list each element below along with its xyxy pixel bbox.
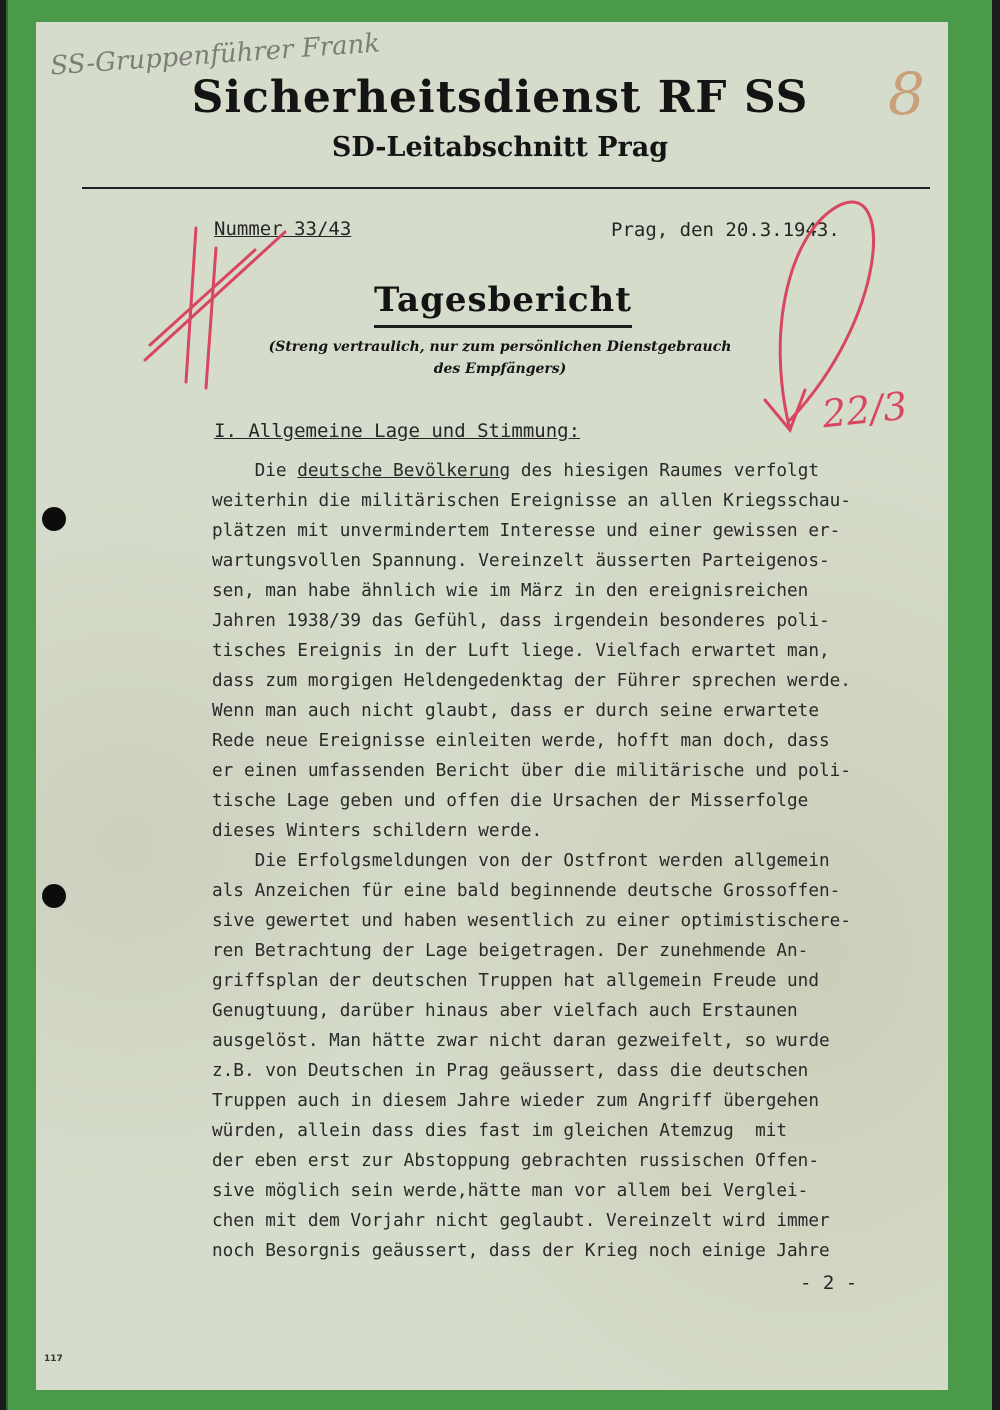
text-line: sive gewertet und haben wesentlich zu einer optimistischere- <box>212 911 851 931</box>
handwritten-page-number: 8 <box>888 60 925 128</box>
text-line: ausgelöst. Man hätte zwar nicht daran gezweifelt, so wurde <box>212 1031 830 1051</box>
letterhead-title: Sicherheitsdienst RF SS <box>191 72 809 123</box>
text-line: z.B. von Deutschen in Prag geäussert, dass die deutschen <box>212 1061 809 1081</box>
text-line: als Anzeichen für eine bald beginnende deutsche Grossoffen- <box>212 881 841 901</box>
text-line: tische Lage geben und offen die Ursachen der Misserfolge <box>212 791 809 811</box>
text-line: weiterhin die militärischen Ereignisse an allen Kriegsschau- <box>212 491 851 511</box>
text-line: ren Betrachtung der Lage beigetragen. Der zunehmende An- <box>212 941 809 961</box>
text-line: würden, allein dass dies fast im gleichen Atemzug mit <box>212 1121 788 1141</box>
text-line: chen mit dem Vorjahr nicht geglaubt. Vereinzelt wird immer <box>212 1211 830 1231</box>
handwritten-note-top-left: SS-Gruppenführer Frank <box>49 28 382 82</box>
text-line: Wenn man auch nicht glaubt, dass er durch seine erwartete <box>212 701 819 721</box>
text-segment: des hiesigen Raumes verfolgt <box>510 461 820 481</box>
text-line: sen, man habe ähnlich wie im März in den ereignisreichen <box>212 581 809 601</box>
text-line: dieses Winters schildern werde. <box>212 821 543 841</box>
text-line: plätzen mit unvermindertem Interesse und einer gewissen er- <box>212 521 841 541</box>
text-line: noch Besorgnis geäussert, dass der Krieg noch einige Jahre <box>212 1241 830 1261</box>
text-line: Truppen auch in diesem Jahre wieder zum Angriff übergehen <box>212 1091 819 1111</box>
text-line: dass zum morgigen Heldengedenktag der Führer sprechen werde. <box>212 671 851 691</box>
text-line: griffsplan der deutschen Truppen hat allgemein Freude und <box>212 971 819 991</box>
report-date: Prag, den 20.3.1943. <box>611 219 840 241</box>
section-heading: I. Allgemeine Lage und Stimmung: <box>214 420 581 442</box>
underlined-phrase: deutsche Bevölkerung <box>297 461 511 481</box>
text-segment: Die <box>212 461 298 481</box>
report-number: Nummer 33/43 <box>214 218 352 240</box>
text-line: Rede neue Ereignisse einleiten werde, hofft man doch, dass <box>212 731 830 751</box>
page-continuation-marker: - 2 - <box>800 1272 858 1294</box>
text-line: sive möglich sein werde,hätte man vor allem bei Verglei- <box>212 1181 809 1201</box>
report-title: Tagesbericht <box>374 280 632 320</box>
red-stroke <box>150 250 255 345</box>
handwritten-date-note: 22/3 <box>819 383 910 437</box>
text-line: er einen umfassenden Bericht über die militärische und poli- <box>212 761 851 781</box>
text-line: Die Erfolgsmeldungen von der Ostfront werden allgemein <box>212 851 830 871</box>
letterhead-subtitle: SD-Leitabschnitt Prag <box>331 132 669 163</box>
text-line: tisches Ereignis in der Luft liege. Vielfach erwartet man, <box>212 641 830 661</box>
red-stroke <box>206 248 216 388</box>
text-line: Genugtuung, darüber hinaus aber vielfach auch Erstaunen <box>212 1001 798 1021</box>
text-line: der eben erst zur Abstoppung gebrachten russischen Offen- <box>212 1151 819 1171</box>
text-line: Jahren 1938/39 das Gefühl, dass irgendein besonderes poli- <box>212 611 830 631</box>
form-number: 117 <box>44 1354 63 1364</box>
text-line: wartungsvollen Spannung. Vereinzelt äusserten Parteigenos- <box>212 551 830 571</box>
confidentiality-line-1: (Streng vertraulich, nur zum persönlichen Dienstgebrauch <box>268 339 732 355</box>
confidentiality-line-2: des Empfängers) <box>433 361 567 377</box>
